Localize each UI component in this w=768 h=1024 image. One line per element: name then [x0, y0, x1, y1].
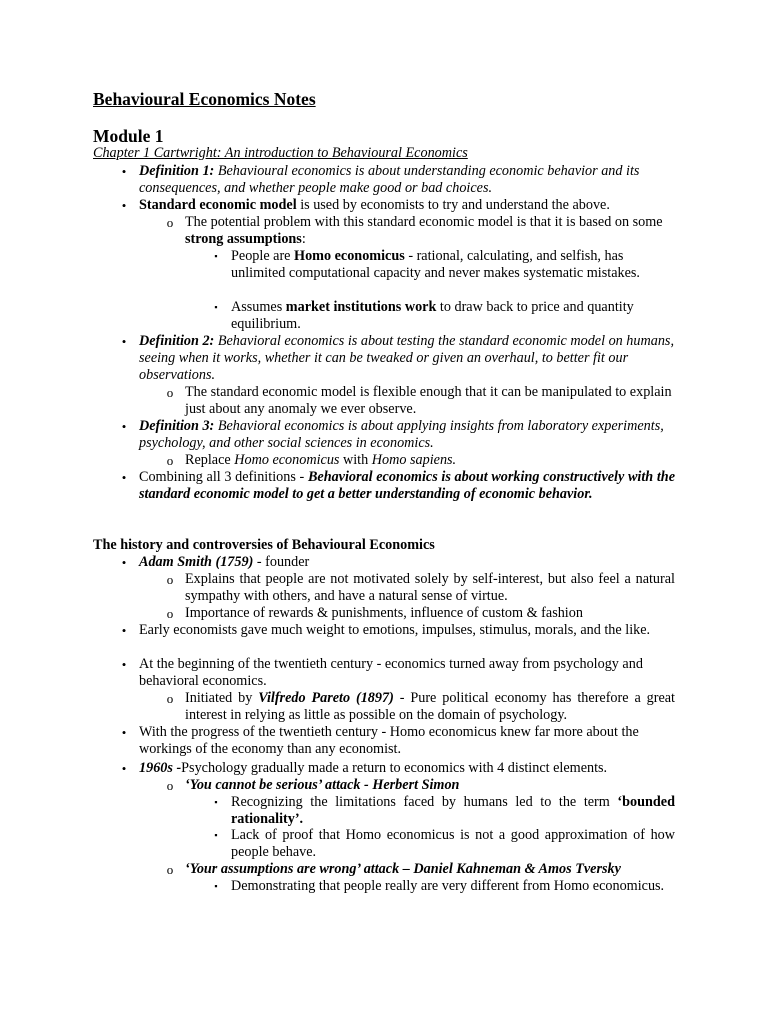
list-item-simon [166, 777, 675, 794]
term-bold-italic: ‘You cannot be serious’ attack - Herbert Simon [185, 777, 460, 793]
list-item-definition-3 [121, 418, 675, 452]
list-item-flexible [166, 384, 675, 418]
list-item-bounded-rationality [214, 794, 675, 828]
list-item-replace [166, 452, 675, 469]
square-bullet-icon: ▪ [214, 797, 218, 807]
list-item-smith-explains [166, 571, 675, 605]
definition-label: Definition 1: [139, 163, 215, 179]
term-bold: strong assumptions [185, 231, 302, 247]
item-text: Explains that people are not motivated solely by self-interest, but also feel a natural sympathy with others, and have a natural sense of virtue. [185, 571, 675, 604]
term-bold: Homo economicus [294, 248, 405, 264]
term-bold-italic: Vilfredo Pareto (1897) [258, 690, 394, 706]
item-text: Lack of proof that Homo economicus is not a good approximation of how people behave. [231, 827, 675, 860]
term-bold: ‘bounded rationality’. [231, 794, 675, 827]
term-bold-italic: 1960s - [139, 760, 182, 776]
definition-label: Definition 2: [139, 333, 215, 349]
list-item-twentieth-century [121, 656, 675, 690]
bullet-icon: • [121, 198, 127, 213]
item-text: - founder [253, 554, 310, 570]
item-text: with [339, 452, 372, 468]
term-bold-italic: Behavioral economics is about working constructively with the standard economic model to get a better understanding of economic behavior. [139, 469, 675, 502]
term-italic: Homo sapiens. [371, 452, 457, 468]
circle-bullet-icon: o [166, 453, 174, 468]
list-item-1960s [121, 760, 675, 777]
square-bullet-icon: ▪ [214, 830, 218, 840]
module-heading: Module 1 [93, 126, 164, 146]
list-item-standard-model [121, 197, 675, 214]
bullet-icon: • [121, 470, 127, 485]
bullet-icon: • [121, 164, 127, 179]
list-item-homo-economicus [214, 248, 675, 282]
bullet-icon: • [121, 725, 127, 740]
list-item-smith-rewards [166, 605, 675, 622]
item-text: Importance of rewards & punishments, influence of custom & fashion [185, 605, 583, 621]
square-bullet-icon: ▪ [214, 881, 218, 891]
item-text: Combining all 3 definitions - [139, 469, 308, 485]
bullet-icon: • [121, 555, 127, 570]
definition-text: Behavioural economics is about understanding economic behavior and its consequences, and whether people make good or bad choices. [139, 163, 640, 196]
item-text: Replace [185, 452, 235, 468]
list-item-kahneman [166, 861, 675, 878]
item-text: : [301, 231, 306, 247]
bullet-icon: • [121, 419, 127, 434]
section-heading-history: The history and controversies of Behavioural Economics [93, 537, 435, 553]
item-text: - Pure political economy has therefore a great interest in relying as little as possible on the domain of psychology. [185, 690, 676, 723]
item-text: is used by economists to try and understand the above. [296, 197, 610, 213]
list-item-demonstrating [214, 878, 675, 895]
list-item-progress [121, 724, 675, 758]
definition-text: Behavioral economics is about applying insights from laboratory experiments, psychology, and other social sciences in economics. [139, 418, 664, 451]
list-item-adam-smith [121, 554, 675, 571]
item-text: At the beginning of the twentieth century - economics turned away from psychology and behavioral economics. [139, 656, 643, 689]
list-item-combining [121, 469, 675, 503]
bullet-icon: • [121, 623, 127, 638]
item-text: Recognizing the limitations faced by humans led to the term [231, 794, 618, 810]
list-item-definition-2 [121, 333, 675, 384]
list-item-pareto [166, 690, 676, 724]
list-item-market-institutions [214, 299, 675, 333]
item-text: With the progress of the twentieth century - Homo economicus knew far more about the workings of the economy than any economist. [139, 724, 639, 757]
circle-bullet-icon: o [166, 862, 174, 877]
bullet-icon: • [121, 657, 127, 672]
circle-bullet-icon: o [166, 778, 174, 793]
list-item-potential-problem [166, 214, 675, 248]
circle-bullet-icon: o [166, 606, 174, 621]
item-text: - rational, calculating, and selfish, has unlimited computational capacity and never makes systematic mistakes. [231, 248, 640, 281]
item-text: The potential problem with this standard economic model is that it is based on some [185, 214, 663, 230]
chapter-heading: Chapter 1 Cartwright: An introduction to Behavioural Economics [93, 145, 468, 161]
circle-bullet-icon: o [166, 691, 174, 706]
bullet-icon: • [121, 334, 127, 349]
term-bold-italic: ‘Your assumptions are wrong’ attack – Daniel Kahneman & Amos Tversky [185, 861, 621, 877]
item-text: Early economists gave much weight to emotions, impulses, stimulus, morals, and the like. [139, 622, 651, 638]
list-item-early-economists [121, 622, 675, 639]
circle-bullet-icon: o [166, 572, 174, 587]
term-bold-italic: Adam Smith (1759) [139, 554, 254, 570]
list-item-lack-of-proof [214, 827, 675, 861]
term-bold: market institutions work [285, 299, 437, 315]
square-bullet-icon: ▪ [214, 302, 218, 312]
item-text: Initiated by [185, 690, 259, 706]
list-item-definition-1 [121, 163, 675, 197]
item-text: People are [231, 248, 295, 264]
term-bold: Standard economic model [139, 197, 297, 213]
document-title: Behavioural Economics Notes [93, 89, 316, 109]
item-text: Psychology gradually made a return to economics with 4 distinct elements. [181, 760, 608, 776]
term-italic: Homo economicus [234, 452, 340, 468]
definition-text: Behavioral economics is about testing the standard economic model on humans, seeing when it works, whether it can be tweaked or given an overhaul, to better fit our observations. [139, 333, 674, 383]
bullet-icon: • [121, 761, 127, 776]
circle-bullet-icon: o [166, 215, 174, 230]
item-text: Demonstrating that people really are very different from Homo economicus. [231, 878, 665, 894]
definition-label: Definition 3: [139, 418, 215, 434]
item-text: to draw back to price and quantity equilibrium. [231, 299, 634, 332]
circle-bullet-icon: o [166, 385, 174, 400]
square-bullet-icon: ▪ [214, 251, 218, 261]
item-text: Assumes [231, 299, 286, 315]
item-text: The standard economic model is flexible enough that it can be manipulated to explain just about any anomaly we ever observe. [185, 384, 672, 417]
